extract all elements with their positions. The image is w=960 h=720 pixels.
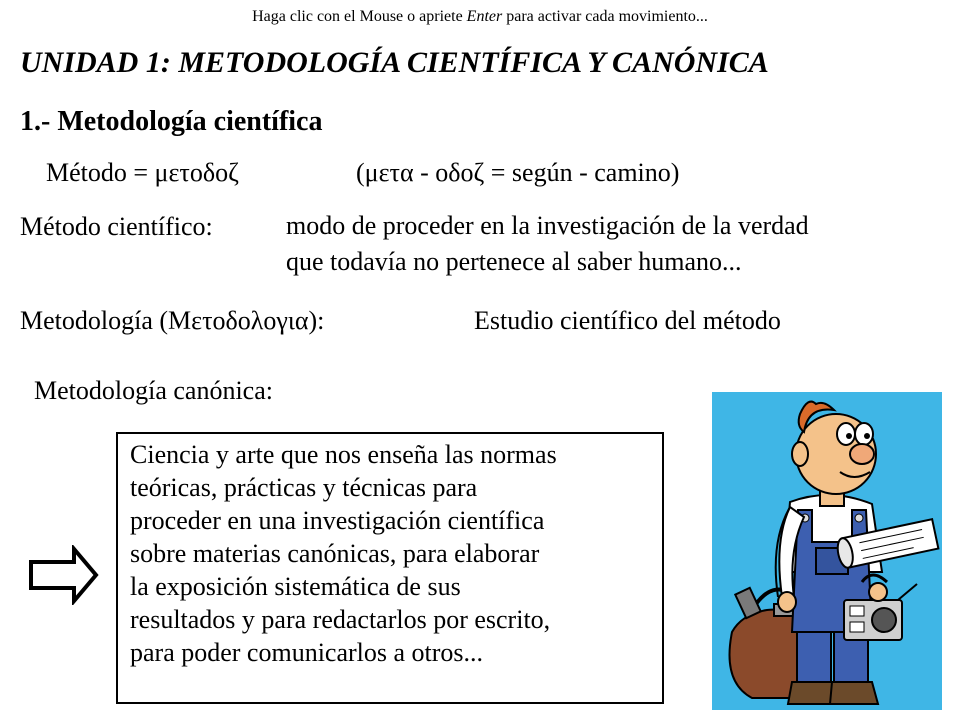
hint-text-after: para activar cada movimiento...: [502, 8, 708, 25]
worker-cartoon-image: [712, 392, 942, 710]
definition-line: modo de proceder en la investigación de la verdad: [286, 211, 809, 240]
definition-line: sobre materias canónicas, para elaborar: [130, 539, 540, 568]
definition-line: para poder comunicarlos a otros...: [130, 638, 484, 667]
definition-line: Ciencia y arte que nos enseña las normas: [130, 440, 557, 469]
definition-line: resultados y para redactarlos por escrito,: [130, 605, 551, 634]
metodologia-label: Metodología (Μετοδολογια):: [20, 306, 325, 335]
navigation-hint: [0, 8, 960, 26]
slide-title: UNIDAD 1: METODOLOGÍA CIENTÍFICA Y CANÓNICA: [20, 46, 769, 79]
hint-key: Enter: [466, 8, 503, 25]
definition-line: que todavía no pertenece al saber humano...: [286, 247, 742, 276]
definition-line: la exposición sistemática de sus: [130, 572, 461, 601]
definition-line: proceder en una investigación científica: [130, 506, 545, 535]
etymology: (μετα - οδοζ = según - camino): [356, 158, 680, 187]
metodo-cientifico-definition: [286, 208, 809, 280]
section-heading: 1.- Metodología científica: [20, 106, 323, 137]
definition-box: [116, 432, 664, 704]
right-arrow-icon: [28, 545, 100, 605]
metodo-definition: Método = μετοδοζ: [46, 158, 239, 187]
metodologia-canonica-label: Metodología canónica:: [34, 376, 273, 405]
definition-line: teóricas, prácticas y técnicas para: [130, 473, 478, 502]
metodologia-definition: Estudio científico del método: [474, 306, 781, 335]
hint-text-before: Haga clic con el Mouse o apriete: [252, 8, 467, 25]
metodo-cientifico-label: Método científico:: [20, 212, 213, 241]
